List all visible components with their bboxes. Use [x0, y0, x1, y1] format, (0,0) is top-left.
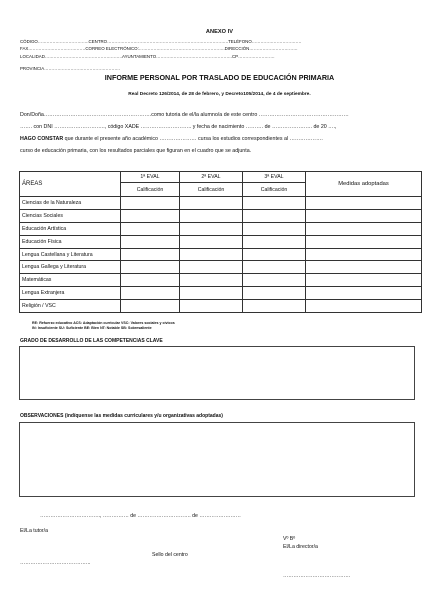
grade-cell[interactable]: [243, 300, 306, 313]
grade-cell[interactable]: [243, 261, 306, 274]
grade-cell[interactable]: [180, 235, 243, 248]
measures-cell[interactable]: [306, 274, 422, 287]
grade-cell[interactable]: [243, 197, 306, 210]
grade-cell[interactable]: [121, 287, 180, 300]
grade-cell[interactable]: [180, 300, 243, 313]
area-name: Matemáticas: [20, 274, 121, 287]
area-name: Educación Artística: [20, 222, 121, 235]
grade-cell[interactable]: [121, 222, 180, 235]
area-name: Lengua Extranjera: [20, 287, 121, 300]
area-name: Lengua Gallega y Literatura: [20, 261, 121, 274]
header-line-fax: FAX…………………………………CORREO ELECTRÓNICO:…………………………………………………..DIRECCIÓN……………………………: [20, 46, 298, 51]
director-label: El/La director/a: [283, 544, 318, 550]
tutor-signature-line: …………………………………..: [20, 560, 91, 566]
competences-label: GRADO DE DESARROLLO DE LAS COMPETENCIAS CLAVE: [20, 338, 163, 344]
grade-cell[interactable]: [180, 209, 243, 222]
header-line-code: CÓDIGO……………………………..CENTRO………………………………………………………………………..TELÉFONO…………………………….: [20, 39, 302, 44]
area-row: [20, 261, 422, 274]
body-line-3: [20, 134, 323, 144]
observations-box[interactable]: [19, 422, 415, 497]
body-line-4: curso de educación primaria, con los resultados parciales que figuran en el cuadro que se adjunta.: [20, 148, 252, 154]
area-row: [20, 222, 422, 235]
grade-subheader-1: Calificación: [121, 183, 180, 197]
director-signature-line: …………………………………: [283, 573, 351, 579]
grade-cell[interactable]: [180, 222, 243, 235]
area-row: [20, 300, 422, 313]
areas-header: ÁREAS: [20, 172, 121, 197]
grade-cell[interactable]: [121, 248, 180, 261]
grade-cell[interactable]: [243, 274, 306, 287]
decree-reference: Real Decreto 126/2014, de 28 de febrero, y Decreto105/2014, de 4 de septiembre.: [128, 92, 311, 97]
area-row: [20, 274, 422, 287]
grade-cell[interactable]: [243, 222, 306, 235]
measures-cell[interactable]: [306, 197, 422, 210]
grades-table: [19, 171, 422, 313]
grade-cell[interactable]: [180, 274, 243, 287]
grade-cell[interactable]: [121, 209, 180, 222]
competences-box[interactable]: [19, 346, 415, 400]
measures-cell[interactable]: [306, 261, 422, 274]
seal-label: Sello del centro: [152, 552, 188, 558]
grade-cell[interactable]: [243, 209, 306, 222]
measures-cell[interactable]: [306, 287, 422, 300]
area-row: [20, 235, 422, 248]
vobo-label: Vº Bº: [283, 536, 296, 542]
grade-subheader-2: Calificación: [180, 183, 243, 197]
grade-cell[interactable]: [243, 287, 306, 300]
report-title: INFORME PERSONAL POR TRASLADO DE EDUCACIÓN PRIMARIA: [104, 73, 335, 82]
hago-constar: HAGO CONSTAR: [20, 136, 64, 142]
body-line-1: Don/Doña…………………………………………………….como tutoria de el/la alumno/a de este centro ……………………………………………: [20, 112, 349, 118]
header-line-locality: LOCALIDAD……………………………………………..AYUNTAMIENTO…………………………………………….CP…………………….: [20, 54, 275, 59]
body-line-3-rest: que durante el presente año académico ………………… cursa los estudios correspondientes al ……………….: [63, 136, 323, 142]
eval-header-2: 2ª EVAL: [180, 172, 243, 183]
area-row: [20, 287, 422, 300]
measures-cell[interactable]: [306, 235, 422, 248]
grade-cell[interactable]: [121, 197, 180, 210]
annex-title: ANEXO IV: [205, 29, 234, 35]
area-name: Educación Física: [20, 235, 121, 248]
grade-cell[interactable]: [180, 248, 243, 261]
grade-cell[interactable]: [121, 300, 180, 313]
grade-cell[interactable]: [121, 274, 180, 287]
header-line-province: PROVINCIA…………………………………………….: [20, 66, 121, 71]
area-row: [20, 248, 422, 261]
observations-label: OBSERVACIONES (indíquense las medidas curriculares y/u organizativas adoptadas): [20, 413, 223, 419]
measures-cell[interactable]: [306, 222, 422, 235]
measures-cell[interactable]: [306, 248, 422, 261]
grade-cell[interactable]: [121, 235, 180, 248]
area-name: Ciencias Sociales: [20, 209, 121, 222]
grade-cell[interactable]: [243, 248, 306, 261]
area-row: [20, 209, 422, 222]
grade-subheader-3: Calificación: [243, 183, 306, 197]
grade-cell[interactable]: [243, 235, 306, 248]
grade-cell[interactable]: [180, 197, 243, 210]
grade-cell[interactable]: [121, 261, 180, 274]
body-line-2: ……. con DNI ……………………….., código XADE ……………………….. y fecha de nacimiento ………. de ………………….. de 20 ….,: [20, 124, 337, 130]
place-date-line: …………………………….., …………… de …………………………. de ……………………: [40, 513, 241, 519]
eval-header-3: 3ª EVAL: [243, 172, 306, 183]
area-name: Religión / VSC: [20, 300, 121, 313]
area-name: Lengua Castellana y Literatura: [20, 248, 121, 261]
area-name: Ciencias de la Naturaleza: [20, 197, 121, 210]
grade-cell[interactable]: [180, 261, 243, 274]
measures-cell[interactable]: [306, 300, 422, 313]
measures-cell[interactable]: [306, 209, 422, 222]
grade-cell[interactable]: [180, 287, 243, 300]
eval-header-1: 1ª EVAL: [121, 172, 180, 183]
area-row: [20, 197, 422, 210]
measures-header: Medidas adoptadas: [306, 172, 422, 197]
legend-line-2: IN: Insuficiente SU: Suficiente BE: Bien NT: Notable SB: Sobresaliente: [32, 326, 152, 330]
legend-line-1: RE: Refuerzo educativo ACS: Adaptación curricular VSC: Valores sociales y cívicos: [32, 321, 175, 325]
tutor-label: El/La tutor/a: [20, 528, 48, 534]
